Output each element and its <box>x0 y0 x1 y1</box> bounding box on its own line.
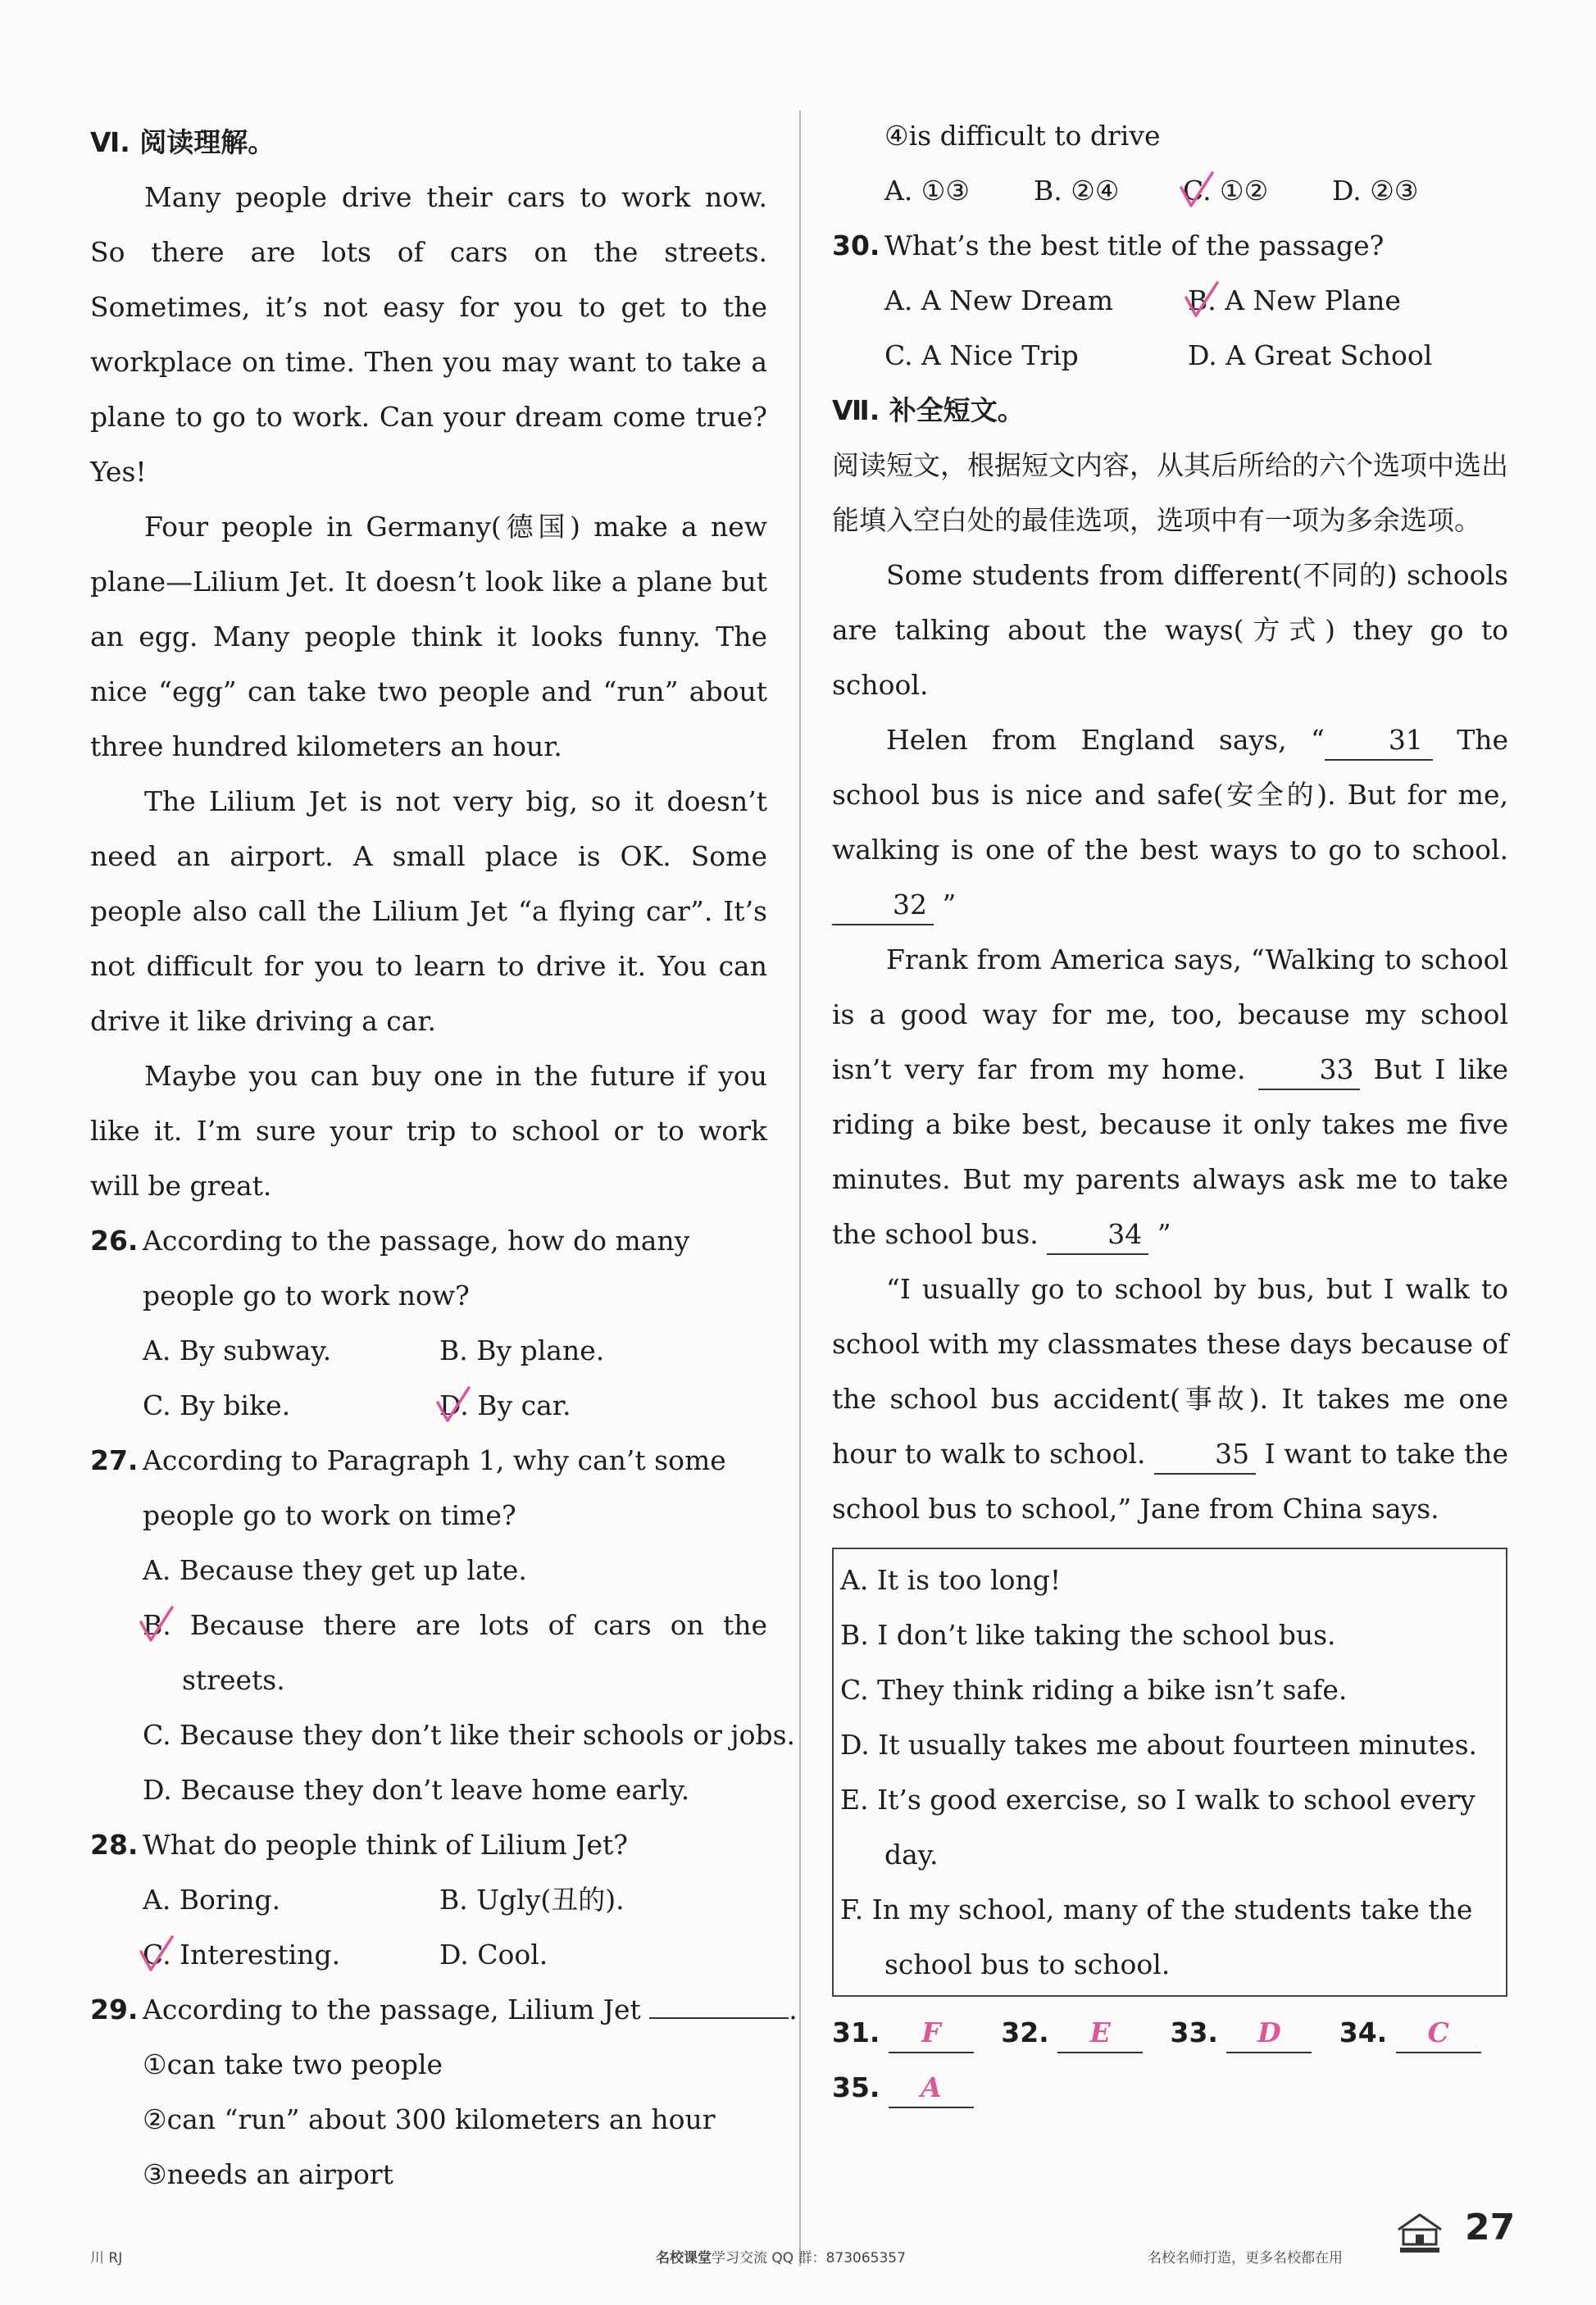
options-row <box>90 1872 767 1927</box>
answer-blank[interactable]: D <box>1226 2014 1312 2053</box>
blank-35[interactable]: 35 <box>1154 1435 1256 1475</box>
blank-31[interactable]: 31 <box>1325 721 1433 761</box>
blank-32[interactable]: 32 <box>832 886 934 925</box>
answer-31: 31. F <box>832 2005 1001 2060</box>
option-d[interactable]: D. A Great School <box>1188 339 1433 371</box>
footer-edition: 川 RJ <box>90 2250 123 2266</box>
cloze-paragraph-2: Helen from England says, “ 31 The school bus is nice and safe(安全的). But for me, walking is one of the best ways to go to school. 32 ” <box>832 712 1508 932</box>
option-d-selected[interactable] <box>439 1378 736 1433</box>
question-text-cont: people go to work on time? <box>143 1499 516 1531</box>
option-b[interactable]: B. By plane. <box>439 1334 605 1366</box>
question-text: What’s the best title of the passage? <box>884 230 1385 261</box>
passage-paragraph-2: Four people in Germany(德国) make a new plane—Lilium Jet. It doesn’t look like a plane but an egg. Many people think it looks funny. The nice “egg” can take two people and “run” about three hundred kilometers an hour. <box>90 511 767 762</box>
question-number: 28. <box>90 1829 139 1861</box>
statement-2: ②can “run” about 300 kilometers an hour <box>143 2103 716 2135</box>
option-c[interactable]: C. A Nice Trip <box>884 339 1079 371</box>
options-row <box>832 273 1508 328</box>
question-text: According to Paragraph 1, why can’t some <box>143 1444 726 1476</box>
question-text-cont: people go to work now? <box>143 1280 470 1312</box>
answer-blank[interactable]: A <box>889 2069 974 2108</box>
section7-title: Ⅶ. 补全短文。 <box>832 394 1025 426</box>
options-row <box>90 1927 767 1982</box>
option-label: D. By car. <box>439 1389 571 1421</box>
option-d[interactable]: D. ②③ <box>1332 175 1419 207</box>
question-30 <box>832 218 1508 273</box>
question-number: 26. <box>90 1225 139 1257</box>
blank-33[interactable]: 33 <box>1258 1051 1360 1090</box>
option-label: C. Interesting. <box>143 1939 341 1971</box>
option-item-f: F. In my school, many of the students take the <box>840 1894 1473 1925</box>
answer-34: 34. C <box>1339 2005 1508 2060</box>
option-item-f-cont: school bus to school. <box>884 1948 1171 1980</box>
passage-paragraph-1: Many people drive their cars to work now. So there are lots of cars on the streets. Sometimes, it’s not easy for you to get to the workplace on time. Then you may want to take a plane to go to work. Can your dream come true? Yes! <box>90 181 767 488</box>
cloze-paragraph-3: Frank from America says, “Walking to school is a good way for me, too, because my school isn’t very far from my home. 33 But I like riding a bike best, because it only takes me five minutes. But my parents always ask me to take the school bus. 34 ” <box>832 932 1508 1262</box>
publisher-logo-icon <box>1394 2210 1446 2256</box>
column-divider <box>799 111 801 2266</box>
checkmark-icon <box>1183 280 1221 321</box>
checkmark-icon <box>138 1934 175 1975</box>
footer-slogan: 名校名师打造，更多名校都在用 <box>1148 2250 1343 2266</box>
question-number: 27. <box>90 1444 139 1476</box>
footer-brand: 名校课堂 <box>656 2250 712 2266</box>
statement-1: ①can take two people <box>143 2048 443 2080</box>
options-row <box>90 1323 767 1378</box>
passage-paragraph-3: The Lilium Jet is not very big, so it doesn’t need an airport. A small place is OK. Some people also call the Lilium Jet “a flying car”. It’s not difficult for you to learn to drive it. You can drive it like driving a car. <box>90 785 767 1037</box>
cloze-paragraph-1: Some students from different(不同的) schools are talking about the ways(方式) they go to school. <box>832 559 1508 701</box>
option-b-selected[interactable] <box>90 1598 767 1653</box>
question-26 <box>90 1213 767 1268</box>
question-27 <box>90 1433 767 1488</box>
options-row <box>832 163 1508 218</box>
blank-34[interactable]: 34 <box>1047 1216 1148 1255</box>
option-a[interactable]: A. Boring. <box>143 1884 281 1916</box>
answer-blank[interactable]: C <box>1396 2014 1481 2053</box>
options-box <box>832 1548 1507 1997</box>
answer-blank[interactable]: F <box>889 2014 974 2053</box>
option-label: B. Because there are lots of cars on the <box>143 1609 767 1641</box>
checkmark-icon <box>1178 170 1216 211</box>
option-item-e: E. It’s good exercise, so I walk to school every <box>840 1784 1476 1816</box>
section6-title: Ⅵ. 阅读理解。 <box>90 126 275 158</box>
options-row <box>832 328 1508 383</box>
option-b[interactable]: B. Ugly(丑的). <box>439 1884 625 1916</box>
question-28 <box>90 1817 767 1872</box>
statement-4: ④is difficult to drive <box>884 120 1161 152</box>
answer-33: 33. D <box>1171 2005 1339 2060</box>
left-column <box>90 115 798 2202</box>
option-a[interactable]: A. A New Dream <box>884 284 1114 316</box>
answer-35: 35. A <box>832 2060 1006 2115</box>
footer-center: 名校课堂学习交流 QQ 群：873065357 <box>656 2250 906 2266</box>
answer-blank[interactable]: E <box>1057 2014 1143 2053</box>
options-row <box>90 1378 767 1433</box>
passage-paragraph-4: Maybe you can buy one in the future if you like it. I’m sure your trip to school or to work will be great. <box>90 1060 767 1202</box>
answer-32: 32. E <box>1001 2005 1170 2060</box>
option-item: A. It is too long! <box>840 1564 1062 1596</box>
instruction: 阅读短文，根据短文内容，从其后所给的六个选项中选出能填入空白处的最佳选项，选项中有一项为多余选项。 <box>832 449 1508 536</box>
option-b-selected[interactable] <box>1188 273 1401 328</box>
option-c-selected[interactable] <box>143 1927 439 1982</box>
option-item: D. It usually takes me about fourteen minutes. <box>840 1729 1478 1761</box>
option-label: C. ①② <box>1183 175 1269 207</box>
question-number: 29. <box>90 1994 139 2025</box>
option-c[interactable]: C. By bike. <box>143 1389 291 1421</box>
right-column <box>832 108 1508 2115</box>
option-a[interactable]: A. ①③ <box>884 175 970 207</box>
option-item: C. They think riding a bike isn’t safe. <box>840 1674 1348 1706</box>
checkmark-icon <box>434 1384 472 1425</box>
question-end: . <box>789 1994 798 2025</box>
checkmark-icon <box>138 1604 175 1645</box>
answer-blank[interactable] <box>649 2017 789 2019</box>
page-number: 27 <box>1465 2207 1516 2248</box>
question-text: According to the passage, Lilium Jet <box>143 1994 641 2025</box>
option-d[interactable]: D. Cool. <box>439 1939 548 1971</box>
option-d[interactable]: D. Because they don’t leave home early. <box>143 1774 690 1806</box>
answers-row <box>832 2005 1508 2060</box>
option-a[interactable]: A. Because they get up late. <box>143 1554 527 1586</box>
question-text: According to the passage, how do many <box>143 1225 690 1257</box>
option-c-selected[interactable] <box>1183 163 1332 218</box>
statement-3: ③needs an airport <box>143 2158 393 2190</box>
option-item-e-cont: day. <box>884 1839 939 1871</box>
option-item: B. I don’t like taking the school bus. <box>840 1619 1336 1651</box>
option-b[interactable]: B. ②④ <box>1034 175 1120 207</box>
question-text: What do people think of Lilium Jet? <box>143 1829 629 1861</box>
question-number: 30. <box>832 230 880 261</box>
option-c[interactable]: C. Because they don’t like their schools or jobs. <box>143 1719 796 1751</box>
option-label: B. A New Plane <box>1188 284 1401 316</box>
option-a[interactable]: A. By subway. <box>143 1334 332 1366</box>
question-29 <box>90 1982 798 2037</box>
cloze-paragraph-4: “I usually go to school by bus, but I walk to school with my classmates these days because of the school bus accident(事故). It takes me one hour to walk to school. 35 I want to take the school bus to school,” Jane from China says. <box>832 1273 1508 1525</box>
option-b-cont: streets. <box>182 1664 285 1696</box>
answers-row <box>832 2060 1508 2115</box>
